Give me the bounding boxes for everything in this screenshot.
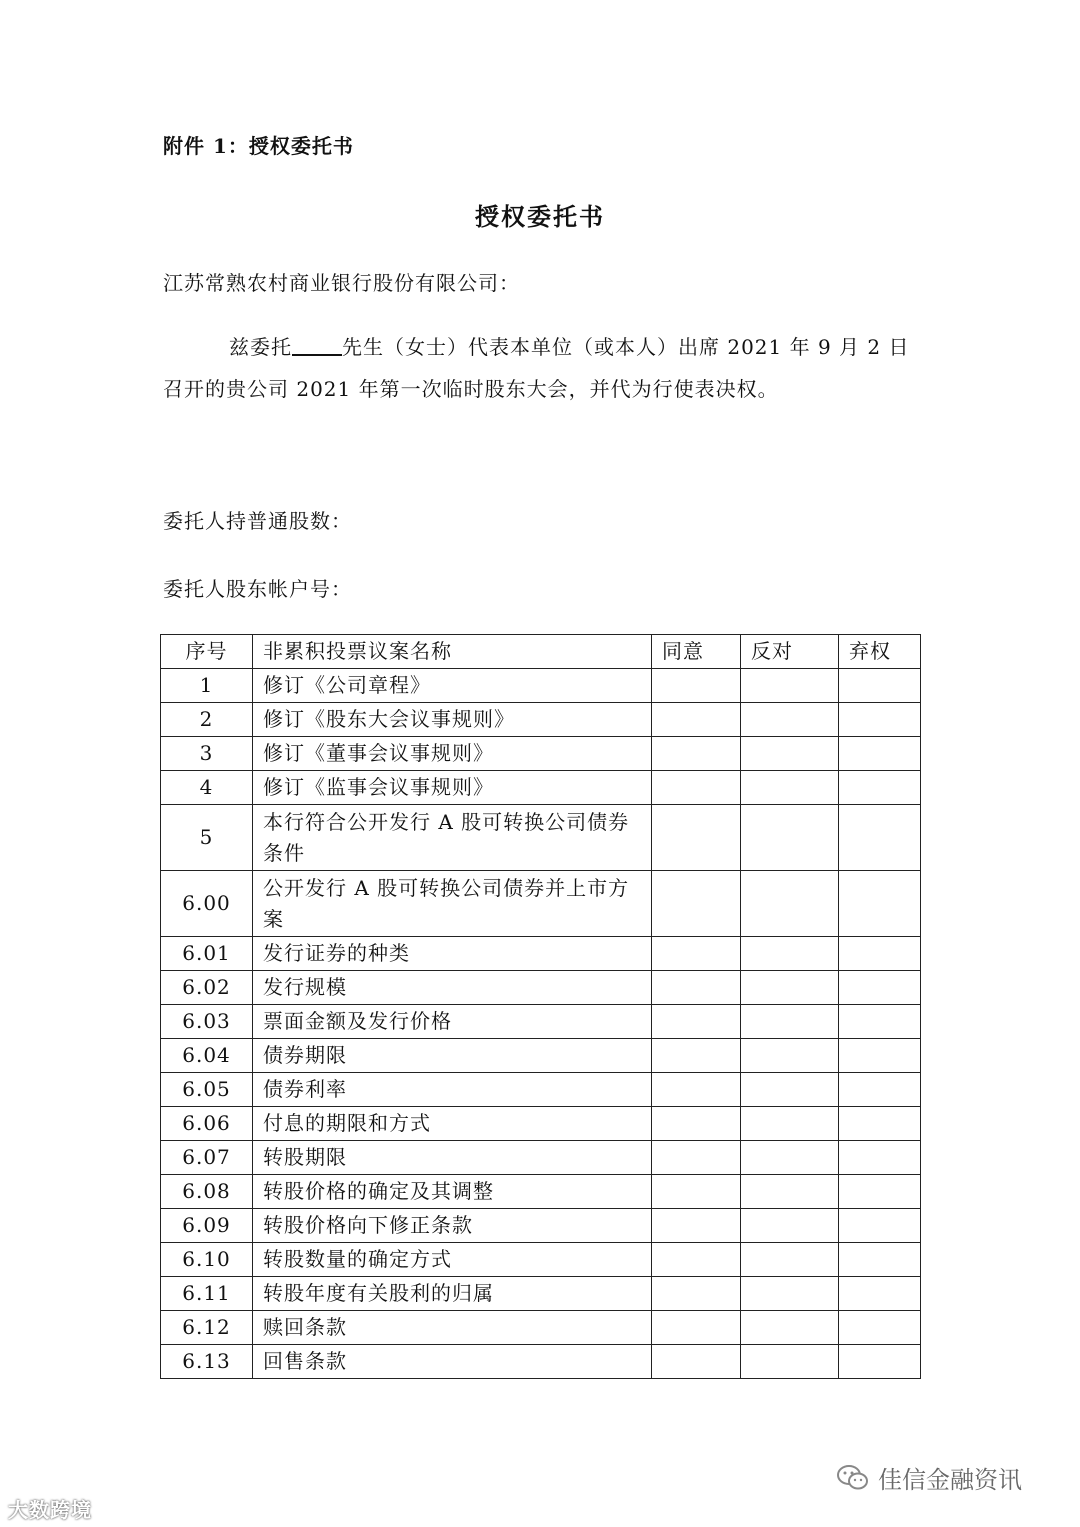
- row-proposal-name: 转股价格向下修正条款: [253, 1209, 652, 1243]
- row-no: 3: [161, 737, 253, 771]
- paragraph-part2: 先生（女士）代表本单位（或本人）出席 2021 年 9 月 2 日召开的贵公司 2021 年第一次临时股东大会，并代为行使表决权。: [163, 335, 910, 401]
- table-row: [161, 937, 921, 971]
- row-no: 6.11: [161, 1277, 253, 1311]
- agree-cell[interactable]: [652, 971, 741, 1005]
- row-proposal-name: 修订《董事会议事规则》: [253, 737, 652, 771]
- proxy-name-blank: [292, 334, 342, 356]
- table-row: [161, 1073, 921, 1107]
- wechat-logo-icon: [836, 1463, 870, 1493]
- row-proposal-name: 转股数量的确定方式: [253, 1243, 652, 1277]
- row-no: 5: [161, 805, 253, 871]
- row-no: 6.06: [161, 1107, 253, 1141]
- watermark-right-text: 佳信金融资讯: [878, 1466, 1022, 1494]
- oppose-cell[interactable]: [741, 737, 839, 771]
- agree-cell[interactable]: [652, 871, 741, 937]
- abstain-cell[interactable]: [839, 1005, 921, 1039]
- row-proposal-name: 转股期限: [253, 1141, 652, 1175]
- row-no: 6.12: [161, 1311, 253, 1345]
- row-proposal-name: 发行证券的种类: [253, 937, 652, 971]
- row-no: 6.00: [161, 871, 253, 937]
- abstain-cell[interactable]: [839, 1073, 921, 1107]
- table-row: [161, 1243, 921, 1277]
- row-proposal-name: 付息的期限和方式: [253, 1107, 652, 1141]
- agree-cell[interactable]: [652, 805, 741, 871]
- entrustment-paragraph: [163, 326, 923, 410]
- row-proposal-name: 修订《监事会议事规则》: [253, 771, 652, 805]
- oppose-cell[interactable]: [741, 1345, 839, 1379]
- addressee: 江苏常熟农村商业银行股份有限公司：: [163, 271, 520, 295]
- oppose-cell[interactable]: [741, 1277, 839, 1311]
- oppose-cell[interactable]: [741, 805, 839, 871]
- agree-cell[interactable]: [652, 1107, 741, 1141]
- row-proposal-name: 修订《公司章程》: [253, 669, 652, 703]
- agree-cell[interactable]: [652, 1243, 741, 1277]
- watermark-right: [836, 1460, 1022, 1495]
- table-row: [161, 1107, 921, 1141]
- oppose-cell[interactable]: [741, 1039, 839, 1073]
- row-proposal-name: 修订《股东大会议事规则》: [253, 703, 652, 737]
- agree-cell[interactable]: [652, 1141, 741, 1175]
- row-proposal-name: 债券利率: [253, 1073, 652, 1107]
- abstain-cell[interactable]: [839, 703, 921, 737]
- row-no: 6.02: [161, 971, 253, 1005]
- row-proposal-name: 票面金额及发行价格: [253, 1005, 652, 1039]
- table-row: [161, 1005, 921, 1039]
- account-number-field: 委托人股东帐户号：: [163, 577, 352, 601]
- abstain-cell[interactable]: [839, 1039, 921, 1073]
- table-row: [161, 1141, 921, 1175]
- shares-held-field: 委托人持普通股数：: [163, 509, 352, 533]
- abstain-cell[interactable]: [839, 1209, 921, 1243]
- oppose-cell[interactable]: [741, 1311, 839, 1345]
- table-row: [161, 1175, 921, 1209]
- table-row: [161, 871, 921, 937]
- abstain-cell[interactable]: [839, 771, 921, 805]
- table-row: [161, 1277, 921, 1311]
- abstain-cell[interactable]: [839, 805, 921, 871]
- watermark-left: 大数跨境: [8, 1498, 92, 1522]
- agree-cell[interactable]: [652, 703, 741, 737]
- abstain-cell[interactable]: [839, 1107, 921, 1141]
- voting-table: [160, 634, 921, 1379]
- agree-cell[interactable]: [652, 737, 741, 771]
- paragraph-part1: 兹委托: [229, 335, 292, 359]
- row-proposal-name: 转股年度有关股利的归属: [253, 1277, 652, 1311]
- header-abstain: 弃权: [839, 635, 921, 669]
- row-no: 1: [161, 669, 253, 703]
- abstain-cell[interactable]: [839, 1243, 921, 1277]
- abstain-cell[interactable]: [839, 971, 921, 1005]
- agree-cell[interactable]: [652, 1005, 741, 1039]
- header-agree: 同意: [652, 635, 741, 669]
- abstain-cell[interactable]: [839, 1277, 921, 1311]
- abstain-cell[interactable]: [839, 1175, 921, 1209]
- row-no: 6.13: [161, 1345, 253, 1379]
- abstain-cell[interactable]: [839, 1345, 921, 1379]
- table-row: [161, 669, 921, 703]
- table-row: [161, 771, 921, 805]
- agree-cell[interactable]: [652, 937, 741, 971]
- oppose-cell[interactable]: [741, 669, 839, 703]
- agree-cell[interactable]: [652, 1277, 741, 1311]
- row-no: 2: [161, 703, 253, 737]
- row-proposal-name: 转股价格的确定及其调整: [253, 1175, 652, 1209]
- table-row: [161, 971, 921, 1005]
- row-no: 6.09: [161, 1209, 253, 1243]
- abstain-cell[interactable]: [839, 1141, 921, 1175]
- row-proposal-name: 公开发行 A 股可转换公司债券并上市方案: [253, 871, 652, 937]
- abstain-cell[interactable]: [839, 669, 921, 703]
- row-proposal-name: 债券期限: [253, 1039, 652, 1073]
- oppose-cell[interactable]: [741, 871, 839, 937]
- table-header-row: [161, 635, 921, 669]
- row-no: 6.08: [161, 1175, 253, 1209]
- row-no: 6.04: [161, 1039, 253, 1073]
- abstain-cell[interactable]: [839, 1311, 921, 1345]
- oppose-cell[interactable]: [741, 1175, 839, 1209]
- oppose-cell[interactable]: [741, 1107, 839, 1141]
- row-proposal-name: 回售条款: [253, 1345, 652, 1379]
- agree-cell[interactable]: [652, 771, 741, 805]
- oppose-cell[interactable]: [741, 1243, 839, 1277]
- oppose-cell[interactable]: [741, 703, 839, 737]
- annex-label: 附件 1：授权委托书: [163, 134, 354, 158]
- agree-cell[interactable]: [652, 1345, 741, 1379]
- oppose-cell[interactable]: [741, 1209, 839, 1243]
- header-name: 非累积投票议案名称: [253, 635, 652, 669]
- agree-cell[interactable]: [652, 1209, 741, 1243]
- oppose-cell[interactable]: [741, 1005, 839, 1039]
- oppose-cell[interactable]: [741, 771, 839, 805]
- row-no: 6.10: [161, 1243, 253, 1277]
- row-no: 6.01: [161, 937, 253, 971]
- row-proposal-name: 发行规模: [253, 971, 652, 1005]
- table-row: [161, 703, 921, 737]
- oppose-cell[interactable]: [741, 1073, 839, 1107]
- agree-cell[interactable]: [652, 1311, 741, 1345]
- oppose-cell[interactable]: [741, 1141, 839, 1175]
- header-oppose: 反对: [741, 635, 839, 669]
- abstain-cell[interactable]: [839, 871, 921, 937]
- agree-cell[interactable]: [652, 669, 741, 703]
- row-no: 6.07: [161, 1141, 253, 1175]
- table-row: [161, 1209, 921, 1243]
- table-row: [161, 1039, 921, 1073]
- agree-cell[interactable]: [652, 1175, 741, 1209]
- row-proposal-name: 赎回条款: [253, 1311, 652, 1345]
- agree-cell[interactable]: [652, 1039, 741, 1073]
- document-title: 授权委托书: [475, 202, 605, 231]
- oppose-cell[interactable]: [741, 937, 839, 971]
- row-no: 6.03: [161, 1005, 253, 1039]
- abstain-cell[interactable]: [839, 737, 921, 771]
- row-no: 4: [161, 771, 253, 805]
- table-row: [161, 805, 921, 871]
- header-no: 序号: [161, 635, 253, 669]
- oppose-cell[interactable]: [741, 971, 839, 1005]
- row-no: 6.05: [161, 1073, 253, 1107]
- table-row: [161, 1345, 921, 1379]
- row-proposal-name: 本行符合公开发行 A 股可转换公司债券条件: [253, 805, 652, 871]
- table-row: [161, 737, 921, 771]
- agree-cell[interactable]: [652, 1073, 741, 1107]
- abstain-cell[interactable]: [839, 937, 921, 971]
- table-row: [161, 1311, 921, 1345]
